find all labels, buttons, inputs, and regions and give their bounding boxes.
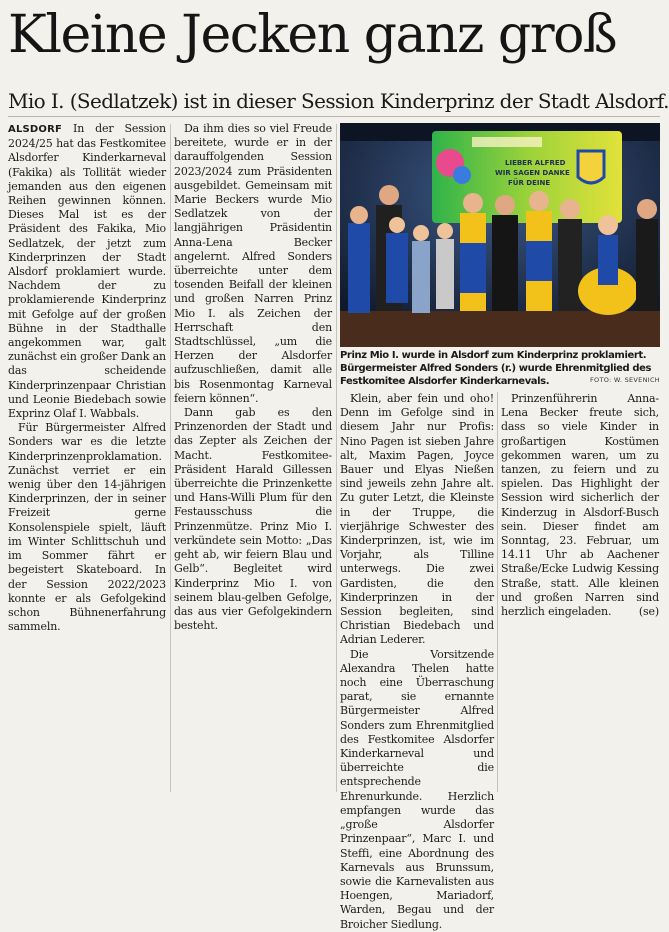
column-divider <box>336 124 337 792</box>
headline: Kleine Jecken ganz groß <box>8 5 617 65</box>
dateline: ALSDORF <box>8 124 63 135</box>
author-signature: (se) <box>638 605 659 619</box>
article-column-3 <box>340 392 494 932</box>
column-divider <box>497 392 498 792</box>
lead-paragraph <box>8 122 166 421</box>
article-column-4 <box>501 392 659 619</box>
paragraph-6: Die Vorsitzende Alexandra Thelen hatte noch eine Überraschung parat, sie ernannte Bürgermeister Alfred Sonders zum Ehrenmitglied des Festkomitee Alsdorfer Kinderkarneval und überreichte die entsprechende Ehrenurkunde. Herzlich empfangen wurde das „große Alsdorfer Prinzenpaar“, Marc I. und Steffi, eine Abordnung des Karnevals aus Brunssum, sowie die Karnevalisten aus Hoengen, Mariadorf, Warden, Begau und der Broicher Siedlung. <box>340 647 494 931</box>
paragraph-7: Prinzenführerin Anna-Lena Becker freute sich, dass so viele Kinder in großartigen Kostümen gekommen waren, um zu tanzen, zu feiern und zu spielen. Das Highlight der Session wird sicherlich der Kinderzug in Alsdorf-Busch sein. Dieser findet am Sonntag, 23. Februar, um 14.11 Uhr ab Aachener Straße/Ecke Ludwig Kessing Straße, statt. Alle kleinen und großen Narren sind herzlich eingeladen. (se) <box>501 392 659 619</box>
article-photo <box>340 123 660 347</box>
subheadline: Mio I. (Sedlatzek) ist in dieser Session Kinderprinz der Stadt Alsdorf. <box>8 89 669 113</box>
paragraph-3: Da ihm dies so viel Freude bereitete, wurde er in der darauffolgenden Session 2023/2024 zum Präsidenten ausgebildet. Gemeinsam mit Marie Beckers wurde Mio Sedlatzek von der langjährigen Präsidentin Anna-Lena Becker angelernt. Alfred Sonders überreichte unter dem tosenden Beifall der kleinen und großen Narren Prinz Mio I. als Zeichen der Herrschaft den Stadtschlüssel, „um die Herzen der Alsdorfer aufzuschließen, damit alle bis Rosenmontag Karneval feiern können“. <box>174 122 332 405</box>
paragraph-1: In der Session 2024/25 hat das Festkomitee Alsdorfer Kinderkarneval (Fakika) als Tollität wieder jemanden aus den eigenen Reihen gewinnen können. Dieses Mal ist es der Präsident des Fakika, Mio Sedlatzek, der jetzt zum Kinderprinzen der Stadt Alsdorf proklamiert wurde. Nachdem der zu proklamierende Kinderprinz mit Gefolge auf der großen Bühne in der Stadthalle angekommen war, galt zunächst ein großer Dank an das scheidende Kinderprinzenpaar Christian und Leonie Biedebach sowie Exprinz Olaf I. Wabbals. <box>8 122 166 421</box>
article-column-1 <box>8 122 166 634</box>
banner-text: LIEBER ALFRED <box>505 159 566 167</box>
paragraph-4: Dann gab es den Prinzenorden der Stadt und das Zepter als Zeichen der Macht. Festkomitee-Präsident Harald Gillessen überreichte die Prinzenkette und Hans-Willi Plum für den Festausschuss die Prinzenmütze. Prinz Mio I. verkündete sein Motto: „Das geht ab, wir feiern Blau und Gelb“. Begleitet wird Kinderprinz Mio I. von seinem blau-gelben Gefolge, das aus vier Gefolgekindern besteht. <box>174 406 332 633</box>
article-column-2 <box>174 122 332 633</box>
column-divider <box>170 124 171 792</box>
photo-credit: FOTO: W. SEVENICH <box>590 376 660 384</box>
header-rule <box>8 116 660 117</box>
paragraph-5: Klein, aber fein und oho! Denn im Gefolge sind in diesem Jahr nur Profis: Nino Pagen ist sieben Jahre alt, Maxim Pagen, Joyce Bauer und Elyas Nießen sind jeweils zehn Jahre alt. Zu guter Letzt, die Kleinste in der Truppe, die vierjährige Schwester des Kinderprinzen, ist, wie im Vorjahr, als Tilline unterwegs. Die zwei Gardisten, die den Kinderprinzen in der Session begleiten, sind Christian Biedebach und Adrian Lederer. <box>340 392 494 647</box>
coat-of-arms-icon <box>578 151 604 183</box>
svg-text:WIR SAGEN DANKE: WIR SAGEN DANKE <box>495 169 570 177</box>
paragraph-2: Für Bürgermeister Alfred Sonders war es die letzte Kinderprinzenproklamation. Zunächst verriet er ein wenig über den 14-jährigen Kinderprinzen, der in seiner Freizeit gerne Konsolenspiele spielt, läuft im Winter Schlittschuh und im Sommer fährt er begeistert Skateboard. In der Session 2022/2023 konnte er als Gefolgekind schon Bühnenerfahrung sammeln. <box>8 421 166 634</box>
photo-caption: Prinz Mio I. wurde in Alsdorf zum Kinderprinz proklamiert. Bürgermeister Alfred Sonders (r.) wurde Ehrenmitglied des Festkomitee Alsdorfer Kinderkarnevals. <box>340 350 652 387</box>
svg-text:FÜR DEINE: FÜR DEINE <box>508 179 551 187</box>
